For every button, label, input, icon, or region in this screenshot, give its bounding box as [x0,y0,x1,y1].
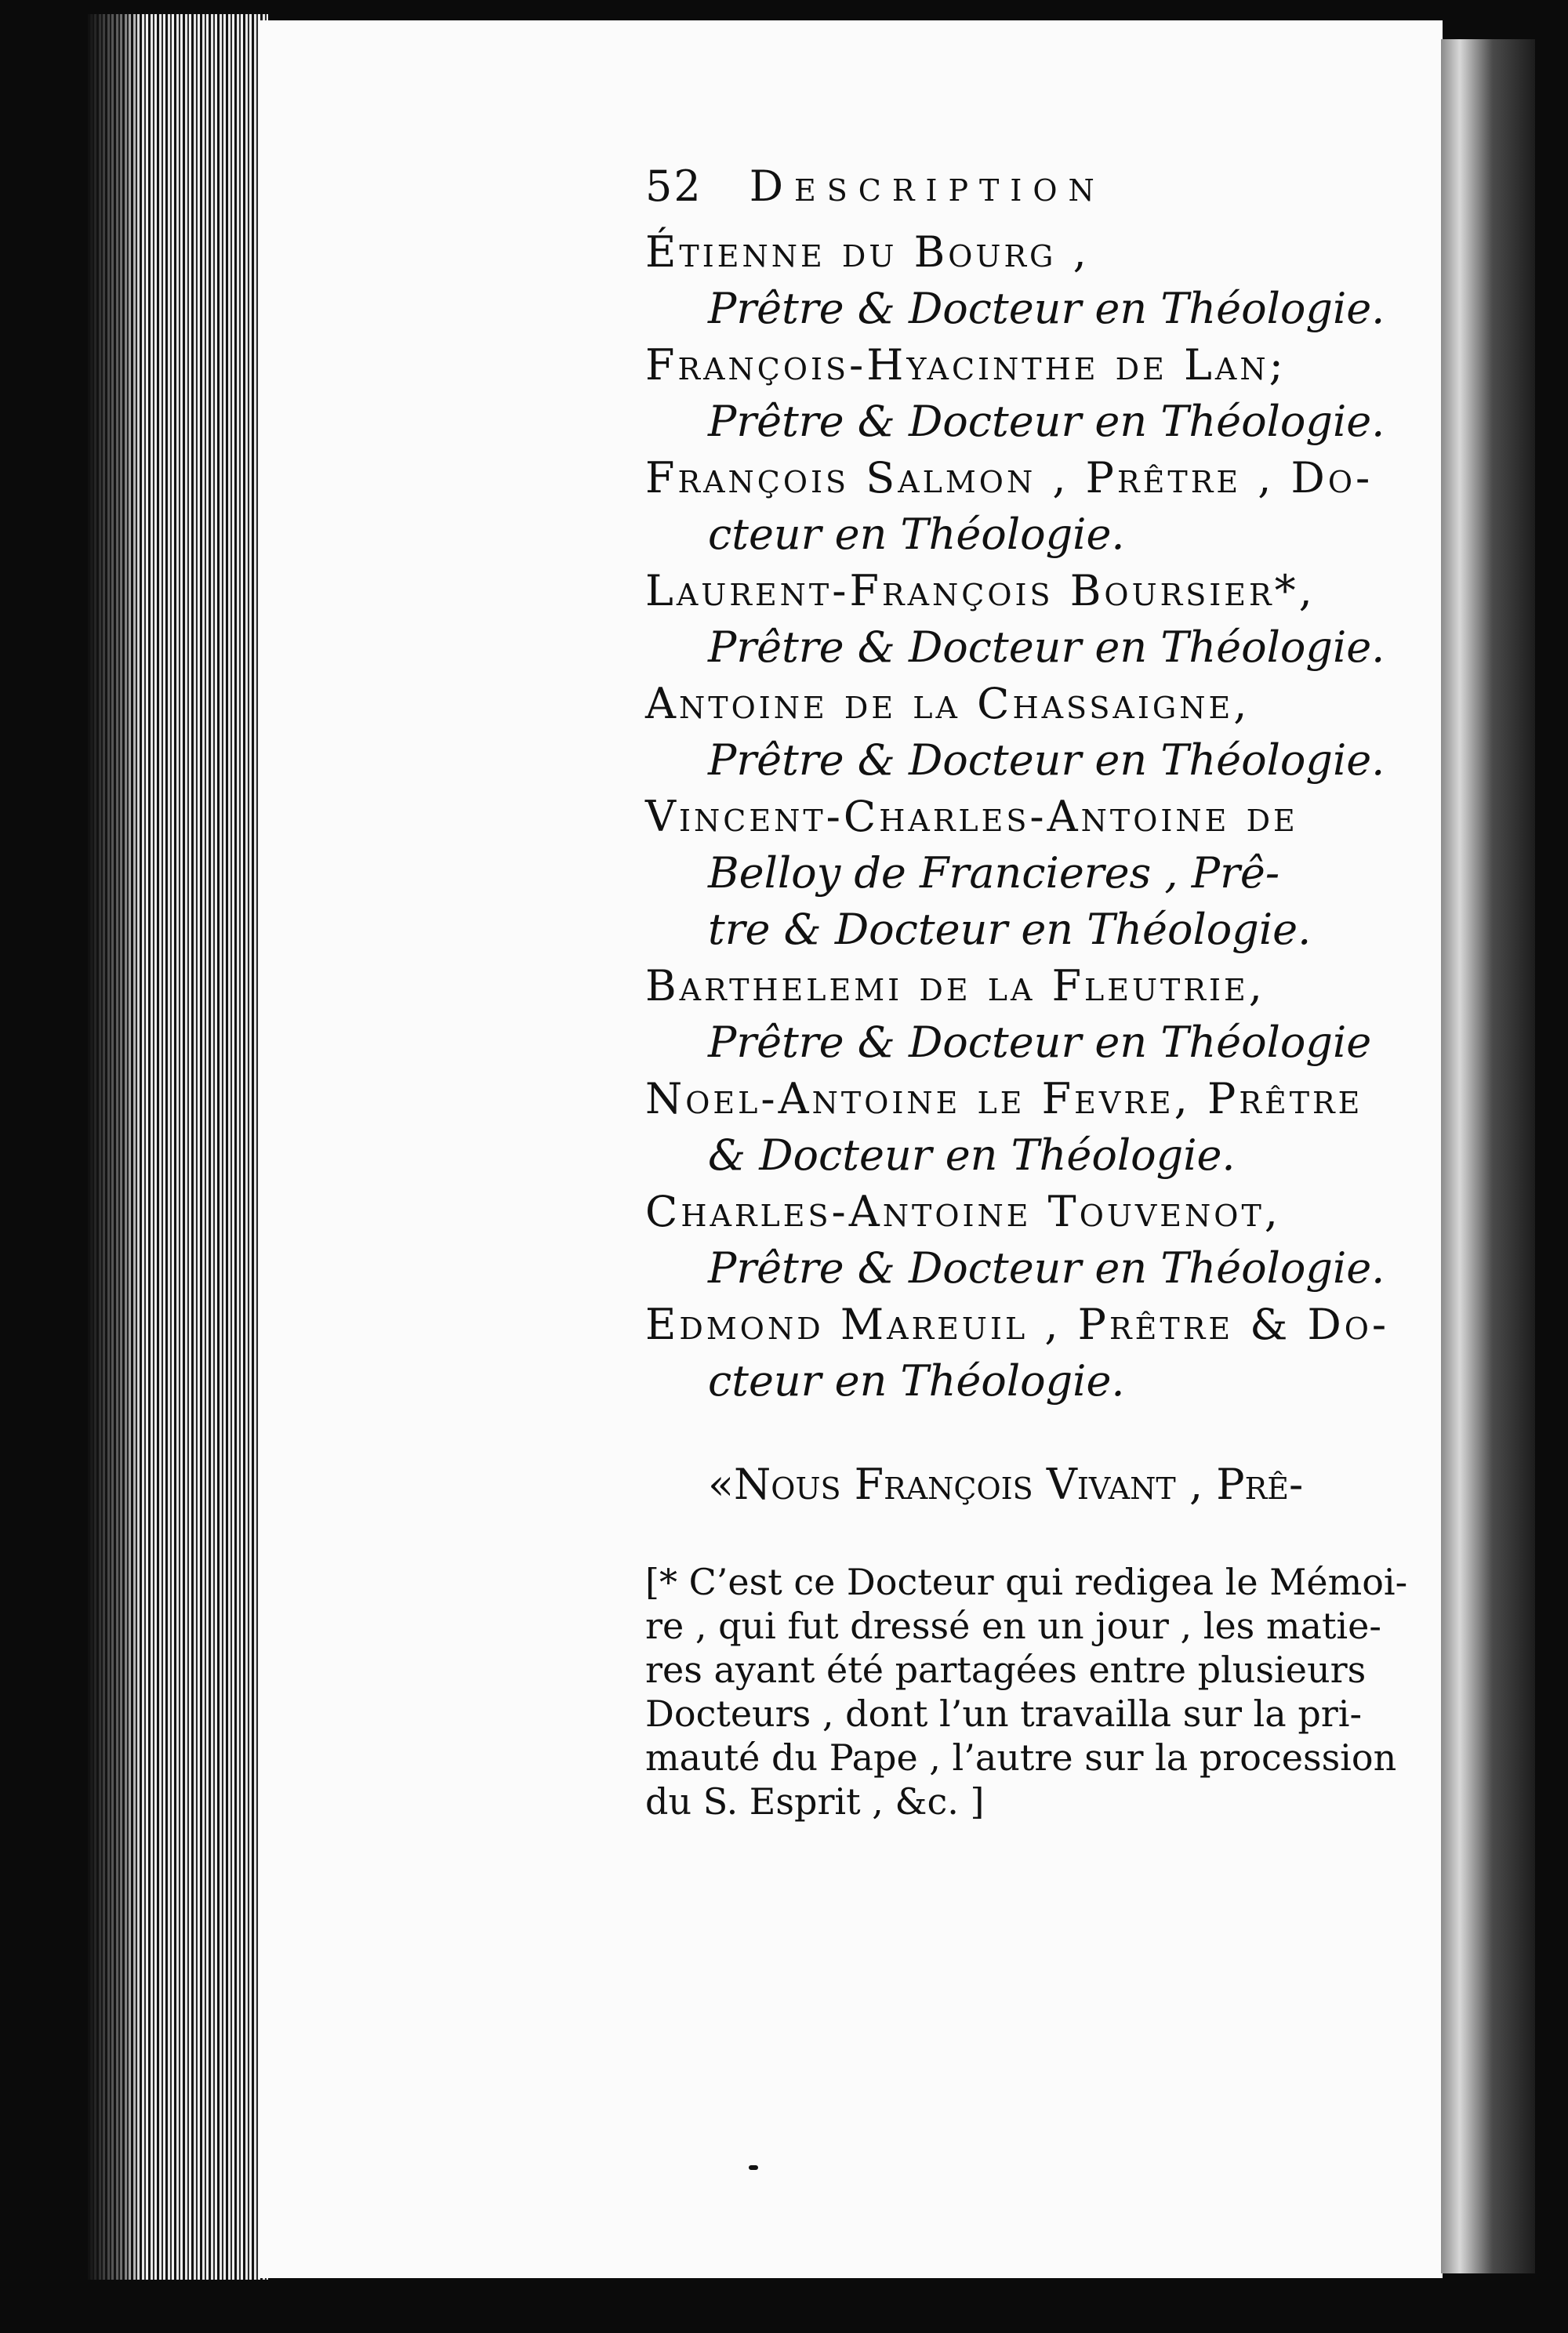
entry-title: cteur en Théologie. [708,1356,1125,1406]
entry-name: Étienne du Bourg , [645,227,1090,277]
entry-name: François-Hyacinthe de Lan; [645,340,1287,390]
entry-name: Edmond Mareuil , Prêtre & Do- [645,1300,1390,1349]
list-item [645,958,1429,1071]
page-number: 52 [645,161,702,211]
footnote-line: Docteurs , dont l’un travailla sur la pri- [645,1693,1363,1735]
entry-name: Charles-Antoine Touvenot, [645,1187,1281,1236]
entry-title: Prêtre & Docteur en Théologie. [708,622,1385,672]
list-item [645,450,1429,563]
entry-title: & Docteur en Théologie. [708,1130,1236,1180]
entry-title: Prêtre & Docteur en Théologie. [708,735,1385,785]
entry-name: François Salmon , Prêtre , Do- [645,453,1374,503]
footnote-line: du S. Esprit , &c. ] [645,1780,985,1823]
list-item [645,789,1429,902]
entry-title: Belloy de Francieres , Prê- [708,848,1280,898]
running-title: Description [749,161,1105,211]
quoted-declaration: «Nous François Vivant , Prê- [708,1460,1304,1509]
footnote-line: mauté du Pape , l’autre sur la procession [645,1736,1397,1779]
list-item [645,337,1429,450]
entry-name: Noel-Antoine le Fevre, Prêtre [645,1074,1363,1123]
footnote-line: re , qui fut dressé en un jour , les matie- [645,1605,1381,1647]
list-item [645,1071,1429,1184]
list-item [645,563,1429,676]
footnote-line: [* C’est ce Docteur qui redigea le Mémoi- [645,1561,1408,1603]
entry-name: Vincent-Charles-Antoine de [645,792,1298,841]
entry-title: tre & Docteur en Théologie. [708,905,1312,954]
book-page-edges-right [1441,39,1535,2273]
list-item [645,676,1429,789]
entry-title: cteur en Théologie. [708,510,1125,559]
entry-title: Prêtre & Docteur en Théologie. [708,397,1385,446]
list-item [645,1297,1429,1410]
page-text [645,161,1429,1823]
footnote [645,1560,1429,1823]
entry-title: Prêtre & Docteur en Théologie. [708,284,1385,333]
list-item [645,902,1429,958]
footnote-line: res ayant été partagées entre plusieurs [645,1649,1367,1691]
entry-title: Prêtre & Docteur en Théologie [708,1018,1372,1067]
binding-shadow [88,14,143,2280]
entry-name: Antoine de la Chassaigne, [645,679,1250,728]
entry-title: Prêtre & Docteur en Théologie. [708,1243,1385,1293]
ink-mark [749,2165,758,2170]
running-header [645,161,1429,224]
entry-name: Barthelemi de la Fleutrie, [645,961,1265,1010]
list-item [645,224,1429,337]
list-item [645,1184,1429,1297]
entry-name: Laurent-François Boursier*, [645,566,1316,615]
